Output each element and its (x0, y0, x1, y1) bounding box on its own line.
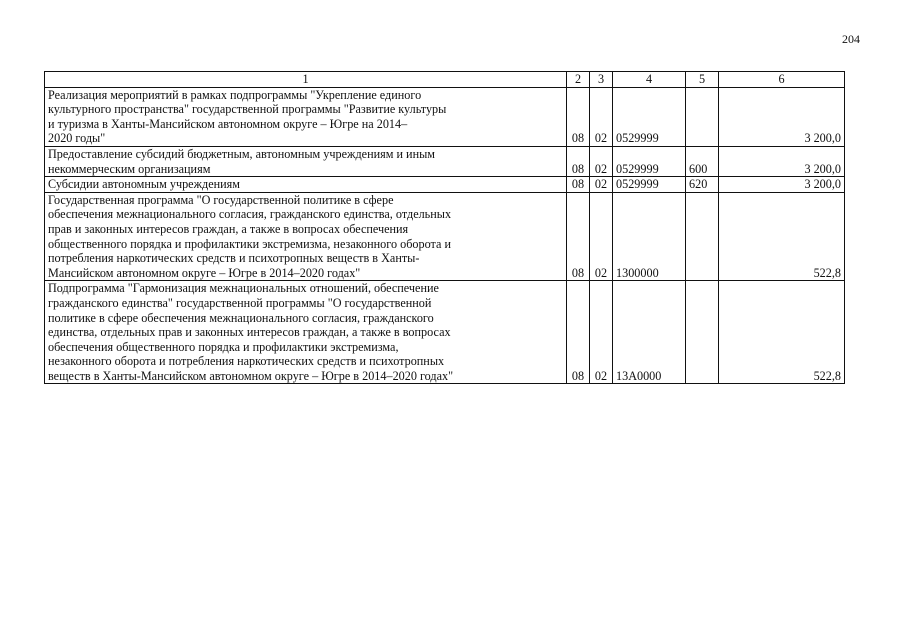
row-description (45, 177, 567, 193)
cell-col-5 (686, 87, 719, 146)
cell-col-6: 522,8 (719, 281, 845, 384)
description-line: незаконного оборота и потребления наркотических средств и психотропных (48, 354, 445, 369)
table-row (45, 177, 845, 193)
cell-col-4: 1300000 (613, 192, 686, 281)
table-row (45, 146, 845, 176)
row-description (45, 192, 567, 281)
description-line: обеспечения общественного порядка и профилактики экстремизма, (48, 339, 399, 354)
description-line: прав и законных интересов граждан, а также в вопросах обеспечения (48, 221, 409, 236)
table-row (45, 281, 845, 384)
cell-col-2: 08 (567, 87, 590, 146)
cell-col-3: 02 (590, 87, 613, 146)
column-header-6: 6 (719, 72, 845, 88)
description-line: Предоставление субсидий бюджетным, автономным учреждениям и иным (48, 146, 435, 161)
cell-col-3: 02 (590, 281, 613, 384)
description-line: Реализация мероприятий в рамках подпрограммы "Укрепление единого (48, 87, 422, 102)
description-line: потребления наркотических средств и психотропных веществ в Ханты- (48, 251, 420, 266)
cell-col-4: 0529999 (613, 177, 686, 193)
cell-col-4: 0529999 (613, 146, 686, 176)
table-row (45, 192, 845, 281)
budget-table (44, 71, 845, 384)
cell-col-5: 620 (686, 177, 719, 193)
cell-col-5 (686, 192, 719, 281)
table-row (45, 87, 845, 146)
cell-col-2: 08 (567, 146, 590, 176)
cell-col-6: 3 200,0 (719, 146, 845, 176)
description-line: Государственная программа "О государственной политике в сфере (48, 192, 394, 207)
cell-col-2: 08 (567, 281, 590, 384)
description-line: и туризма в Ханты-Мансийском автономном округе – Югре на 2014– (48, 116, 408, 131)
description-line: Субсидии автономным учреждениям (48, 177, 240, 192)
row-description (45, 281, 567, 384)
column-header-4: 4 (613, 72, 686, 88)
description-line: веществ в Ханты-Мансийском автономном округе – Югре в 2014–2020 годах" (48, 368, 454, 383)
column-header-2: 2 (567, 72, 590, 88)
row-description (45, 87, 567, 146)
description-line: 2020 годы" (48, 131, 106, 146)
row-description (45, 146, 567, 176)
page-number: 204 (842, 32, 860, 46)
description-line: Мансийском автономном округе – Югре в 2014–2020 годах" (48, 265, 361, 280)
description-line: единства, отдельных прав и законных интересов граждан, а также в вопросах (48, 325, 451, 340)
column-header-5: 5 (686, 72, 719, 88)
table-header-row (45, 72, 845, 88)
description-line: политике в сфере обеспечения межнационального согласия, гражданского (48, 310, 434, 325)
column-header-3: 3 (590, 72, 613, 88)
cell-col-3: 02 (590, 146, 613, 176)
description-line: гражданского единства" государственной программы "О государственной (48, 295, 432, 310)
description-line: общественного порядка и профилактики экстремизма, незаконного оборота и (48, 236, 451, 251)
cell-col-4: 0529999 (613, 87, 686, 146)
cell-col-6: 3 200,0 (719, 87, 845, 146)
cell-col-2: 08 (567, 177, 590, 193)
cell-col-3: 02 (590, 177, 613, 193)
description-line: некоммерческим организациям (48, 161, 211, 176)
cell-col-2: 08 (567, 192, 590, 281)
description-line: Подпрограмма "Гармонизация межнациональных отношений, обеспечение (48, 281, 439, 296)
cell-col-5: 600 (686, 146, 719, 176)
cell-col-3: 02 (590, 192, 613, 281)
description-line: обеспечения межнационального согласия, гражданского единства, отдельных (48, 207, 452, 222)
description-line: культурного пространства" государственной программы "Развитие культуры (48, 102, 447, 117)
cell-col-5 (686, 281, 719, 384)
cell-col-6: 522,8 (719, 192, 845, 281)
cell-col-6: 3 200,0 (719, 177, 845, 193)
cell-col-4: 13А0000 (613, 281, 686, 384)
column-header-1: 1 (45, 72, 567, 88)
